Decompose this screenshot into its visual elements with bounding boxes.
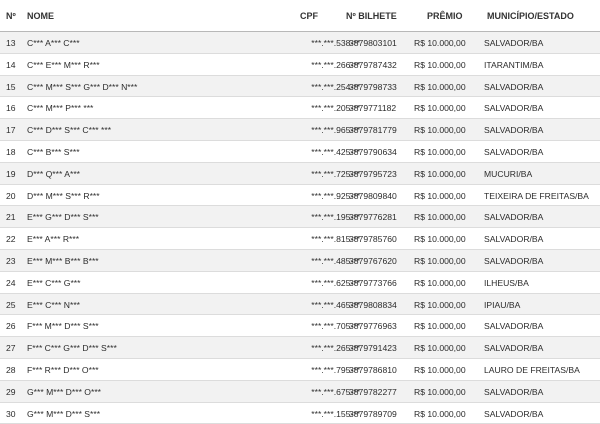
cell-name: E*** G*** D*** S***	[27, 212, 99, 223]
cell-name: F*** M*** D*** S***	[27, 321, 99, 332]
table-row	[0, 76, 600, 98]
cell-municipio: SALVADOR/BA	[484, 146, 544, 157]
table-row	[0, 163, 600, 185]
table-row	[0, 294, 600, 316]
cell-name: F*** C*** G*** D*** S***	[27, 343, 117, 354]
cell-num: 28	[6, 364, 16, 375]
table-row	[0, 315, 600, 337]
table-row	[0, 185, 600, 207]
cell-bilhete: 3879773766	[349, 277, 397, 288]
cell-municipio: SALVADOR/BA	[484, 125, 544, 136]
cell-bilhete: 3879776963	[349, 321, 397, 332]
cell-bilhete: 3879808834	[349, 299, 397, 310]
cell-num: 21	[6, 212, 16, 223]
cell-cpf: ***.***.795-**	[311, 364, 360, 375]
cell-name: E*** M*** B*** B***	[27, 255, 99, 266]
cell-municipio: SALVADOR/BA	[484, 343, 544, 354]
cell-municipio: TEIXEIRA DE FREITAS/BA	[484, 190, 589, 201]
cell-municipio: SALVADOR/BA	[484, 386, 544, 397]
table-header	[0, 0, 600, 32]
cell-premio: R$ 10.000,00	[414, 234, 466, 245]
table-row	[0, 272, 600, 294]
cell-bilhete: 3879767620	[349, 255, 397, 266]
cell-municipio: SALVADOR/BA	[484, 408, 544, 419]
cell-premio: R$ 10.000,00	[414, 321, 466, 332]
cell-num: 23	[6, 255, 16, 266]
cell-premio: R$ 10.000,00	[414, 59, 466, 70]
cell-num: 29	[6, 386, 16, 397]
table-row	[0, 32, 600, 54]
cell-cpf: ***.***.195-**	[311, 212, 360, 223]
cell-municipio: SALVADOR/BA	[484, 321, 544, 332]
cell-name: C*** A*** C***	[27, 38, 80, 48]
cell-municipio: SALVADOR/BA	[484, 255, 544, 266]
cell-name: C*** M*** P*** ***	[27, 103, 94, 114]
header-bilhete: Nº BILHETE	[346, 11, 397, 21]
cell-name: E*** C*** N***	[27, 299, 81, 310]
cell-num: 13	[6, 38, 16, 48]
cell-num: 15	[6, 81, 16, 92]
table-row	[0, 54, 600, 76]
table-row	[0, 97, 600, 119]
header-cpf: CPF	[300, 11, 318, 21]
table-row	[0, 359, 600, 381]
cell-name: D*** M*** S*** R***	[27, 190, 100, 201]
table-row	[0, 228, 600, 250]
cell-num: 30	[6, 408, 16, 419]
cell-bilhete: 3879786810	[349, 364, 397, 375]
cell-bilhete: 3879781779	[349, 125, 397, 136]
cell-municipio: SALVADOR/BA	[484, 103, 544, 114]
cell-cpf: ***.***.266-**	[311, 59, 360, 70]
cell-num: 14	[6, 59, 16, 70]
cell-cpf: ***.***.538-**	[311, 38, 360, 48]
cell-name: D*** Q*** A***	[27, 168, 81, 179]
cell-bilhete: 3879785760	[349, 234, 397, 245]
cell-municipio: SALVADOR/BA	[484, 212, 544, 223]
cell-municipio: ILHEUS/BA	[484, 277, 529, 288]
cell-premio: R$ 10.000,00	[414, 277, 466, 288]
cell-name: C*** E*** M*** R***	[27, 59, 100, 70]
cell-municipio: LAURO DE FREITAS/BA	[484, 364, 580, 375]
cell-num: 16	[6, 103, 16, 114]
cell-bilhete: 3879803101	[349, 38, 397, 48]
cell-bilhete: 3879795723	[349, 168, 397, 179]
table-body	[0, 32, 600, 424]
cell-cpf: ***.***.155-**	[311, 408, 360, 419]
cell-name: C*** D*** S*** C*** ***	[27, 125, 112, 136]
cell-premio: R$ 10.000,00	[414, 190, 466, 201]
cell-cpf: ***.***.925-**	[311, 190, 360, 201]
cell-premio: R$ 10.000,00	[414, 364, 466, 375]
cell-municipio: ITARANTIM/BA	[484, 59, 544, 70]
cell-bilhete: 3879776281	[349, 212, 397, 223]
cell-premio: R$ 10.000,00	[414, 386, 466, 397]
cell-num: 17	[6, 125, 16, 136]
cell-bilhete: 3879790634	[349, 146, 397, 157]
table-row	[0, 206, 600, 228]
cell-cpf: ***.***.815-**	[311, 234, 360, 245]
cell-premio: R$ 10.000,00	[414, 343, 466, 354]
cell-name: C*** M*** S*** G*** D*** N***	[27, 81, 138, 92]
table-row	[0, 141, 600, 163]
cell-premio: R$ 10.000,00	[414, 255, 466, 266]
cell-num: 22	[6, 234, 16, 245]
cell-premio: R$ 10.000,00	[414, 38, 466, 48]
cell-bilhete: 3879791423	[349, 343, 397, 354]
cell-cpf: ***.***.675-**	[311, 386, 360, 397]
cell-municipio: SALVADOR/BA	[484, 38, 544, 48]
cell-premio: R$ 10.000,00	[414, 81, 466, 92]
cell-name: G*** M*** D*** S***	[27, 408, 101, 419]
header-name: NOME	[27, 11, 54, 21]
cell-num: 27	[6, 343, 16, 354]
cell-premio: R$ 10.000,00	[414, 103, 466, 114]
table-row	[0, 250, 600, 272]
cell-premio: R$ 10.000,00	[414, 168, 466, 179]
cell-name: G*** M*** D*** O***	[27, 386, 102, 397]
cell-cpf: ***.***.254-**	[311, 81, 360, 92]
table-row	[0, 337, 600, 359]
cell-cpf: ***.***.465-**	[311, 299, 360, 310]
cell-bilhete: 3879798733	[349, 81, 397, 92]
cell-cpf: ***.***.705-**	[311, 321, 360, 332]
cell-bilhete: 3879782277	[349, 386, 397, 397]
cell-municipio: MUCURI/BA	[484, 168, 533, 179]
cell-num: 25	[6, 299, 16, 310]
cell-num: 26	[6, 321, 16, 332]
cell-name: C*** B*** S***	[27, 146, 80, 157]
table-row	[0, 381, 600, 403]
cell-premio: R$ 10.000,00	[414, 212, 466, 223]
cell-cpf: ***.***.265-**	[311, 343, 360, 354]
cell-name: F*** R*** D*** O***	[27, 364, 99, 375]
cell-premio: R$ 10.000,00	[414, 299, 466, 310]
cell-cpf: ***.***.725-**	[311, 168, 360, 179]
header-municipio: MUNICÍPIO/ESTADO	[487, 11, 574, 21]
cell-cpf: ***.***.625-**	[311, 277, 360, 288]
cell-name: E*** A*** R***	[27, 234, 80, 245]
cell-municipio: SALVADOR/BA	[484, 234, 544, 245]
cell-bilhete: 3879771182	[349, 103, 397, 114]
cell-cpf: ***.***.485-**	[311, 255, 360, 266]
cell-num: 18	[6, 146, 16, 157]
cell-num: 24	[6, 277, 16, 288]
cell-premio: R$ 10.000,00	[414, 125, 466, 136]
cell-num: 19	[6, 168, 16, 179]
cell-num: 20	[6, 190, 16, 201]
cell-bilhete: 3879789709	[349, 408, 397, 419]
cell-cpf: ***.***.425-**	[311, 146, 360, 157]
table-row	[0, 403, 600, 424]
cell-premio: R$ 10.000,00	[414, 408, 466, 419]
cell-cpf: ***.***.205-**	[311, 103, 360, 114]
cell-bilhete: 3879787432	[349, 59, 397, 70]
header-num: Nº	[6, 11, 16, 21]
cell-bilhete: 3879809840	[349, 190, 397, 201]
cell-municipio: SALVADOR/BA	[484, 81, 544, 92]
header-premio: PRÊMIO	[427, 11, 463, 21]
cell-municipio: IPIAU/BA	[484, 299, 521, 310]
cell-cpf: ***.***.965-**	[311, 125, 360, 136]
cell-name: E*** C*** G***	[27, 277, 81, 288]
table-row	[0, 119, 600, 141]
cell-premio: R$ 10.000,00	[414, 146, 466, 157]
